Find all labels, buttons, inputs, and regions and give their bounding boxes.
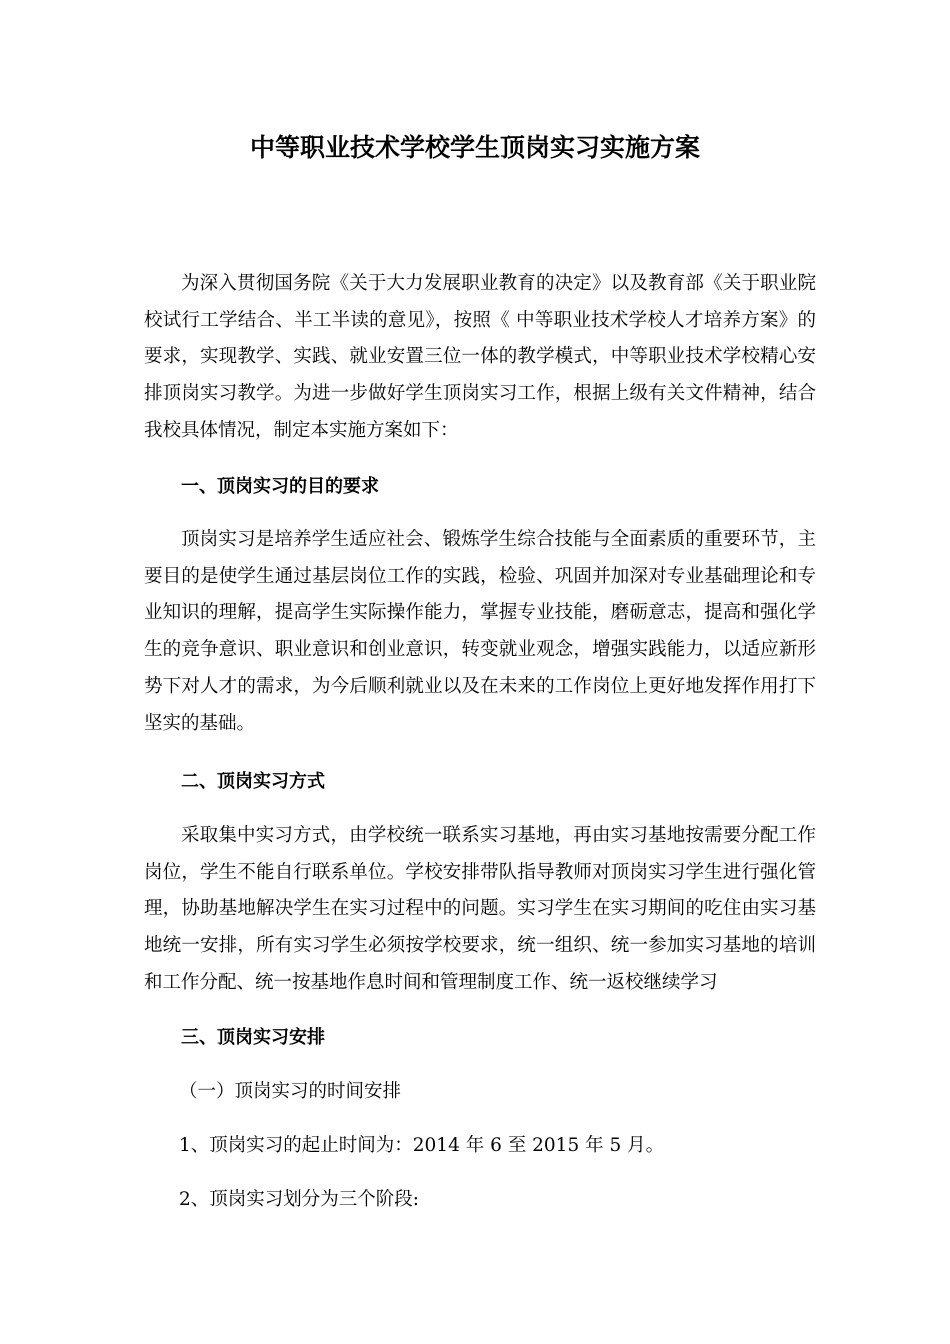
section-3-item-2: 2、顶岗实习划分为三个阶段: [179,1189,420,1210]
document-title: 中等职业技术学校学生顶岗实习实施方案 [249,133,700,162]
section-1-paragraph: 顶岗实习是培养学生适应社会、锻炼学生综合技能与全面素质的重要环节，主要目的是使学生通过基层岗位工作的实践，检验、巩固并加深对专业基础理论和专业知识的理解，提高学生实际操作能力，掌握专业技能，磨砺意志，提高和强化学生的竞争意识、职业意识和创业意识，转变就业观念，增强实践能力，以适应新形势下对人才的需求，为今后顺利就业以及在未来的工作岗位上更好地发挥作用打下坚实的基础。 [144,529,816,734]
section-1-heading: 一、顶岗实习的目的要求 [181,476,379,497]
section-3-subheading: （一）顶岗实习的时间安排 [179,1081,402,1102]
section-2-heading: 二、顶岗实习方式 [181,771,325,792]
section-3-item-1: 1、顶岗实习的起止时间为：2014 年 6 至 2015 年 5 月。 [179,1135,665,1156]
intro-paragraph: 为深入贯彻国务院《关于大力发展职业教育的决定》以及教育部《关于职业院校试行工学结合、半工半读的意见》，按照《 中等职业技术学校人才培养方案》的要求，实现教学、实践、就业安置三位一体的教学模式，中等职业技术学校精心安排顶岗实习教学。为进一步做好学生顶岗实习工作，根据上级有关文件精神，结合我校具体情况，制定本实施方案如下： [144,273,816,441]
section-2-paragraph: 采取集中实习方式，由学校统一联系实习基地，再由实习基地按需要分配工作岗位，学生不能自行联系单位。学校安排带队指导教师对顶岗实习学生进行强化管理，协助基地解决学生在实习过程中的问题。实习学生在实习期间的吃住由实习基地统一安排，所有实习学生必须按学校要求，统一组织、统一参加实习基地的培训和工作分配、统一按基地作息时间和管理制度工作、统一返校继续学习 [144,825,816,993]
section-3-heading: 三、顶岗实习安排 [181,1027,325,1048]
